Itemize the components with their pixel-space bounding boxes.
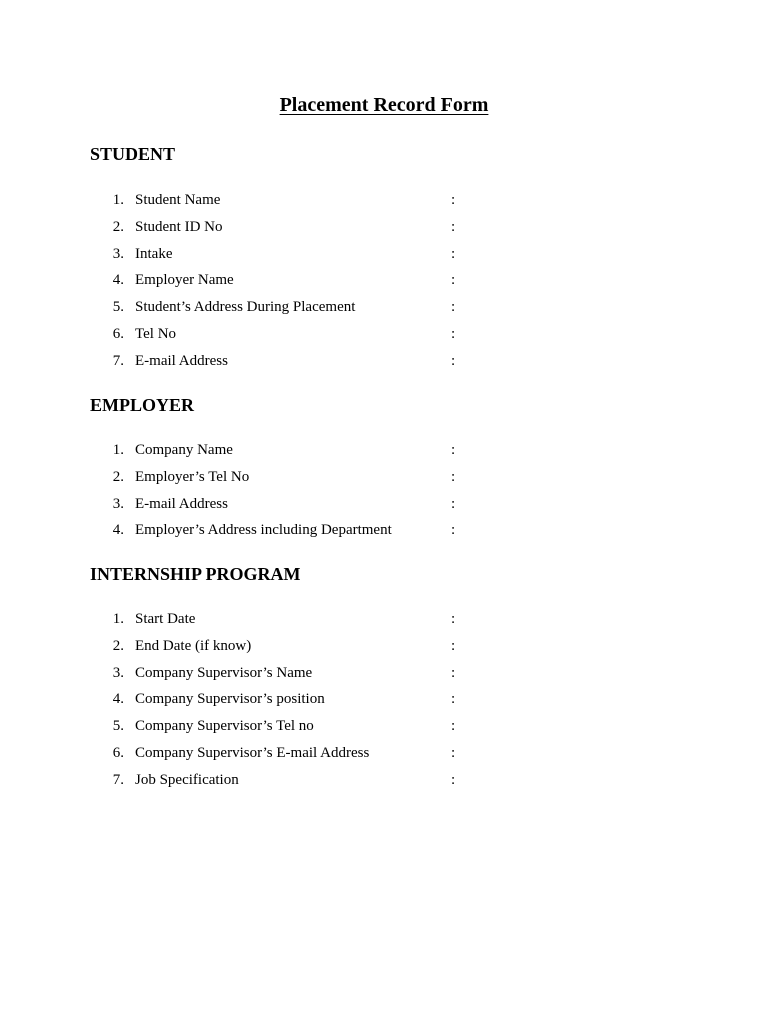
- field-number: 1.: [112, 442, 124, 458]
- internship-field-start-date: [0, 609, 768, 636]
- employer-field-list: [0, 440, 768, 547]
- field-label: Company Supervisor’s Name: [135, 664, 313, 681]
- field-number: 5.: [112, 299, 124, 316]
- student-field-intake: [0, 244, 768, 271]
- field-label: Company Supervisor’s E-mail Address: [135, 744, 370, 761]
- field-colon: :: [451, 771, 456, 788]
- field-label: Student’s Address During Placement: [135, 299, 356, 316]
- internship-field-supervisor-position: [0, 689, 768, 716]
- student-field-tel-no: [0, 324, 768, 351]
- field-number: 6.: [112, 744, 124, 761]
- field-colon: :: [451, 352, 456, 369]
- field-colon: :: [451, 325, 456, 342]
- student-field-student-id: [0, 217, 768, 244]
- field-number: 2.: [112, 468, 124, 485]
- employer-field-address: [0, 520, 768, 547]
- student-field-employer-name: [0, 270, 768, 297]
- field-colon: :: [451, 272, 456, 289]
- field-label: Company Supervisor’s position: [135, 691, 325, 708]
- employer-field-company-name: [0, 440, 768, 467]
- field-colon: :: [451, 718, 456, 735]
- employer-field-email: [0, 494, 768, 521]
- field-label: Student ID No: [135, 218, 223, 235]
- field-colon: :: [451, 495, 456, 512]
- field-number: 1.: [112, 611, 124, 627]
- field-colon: :: [451, 442, 456, 458]
- student-field-list: [0, 190, 768, 378]
- student-field-address: [0, 297, 768, 324]
- field-number: 4.: [112, 691, 124, 708]
- student-field-student-name: [0, 190, 768, 217]
- form-title: [0, 92, 768, 118]
- field-colon: :: [451, 192, 456, 208]
- field-label: Company Name: [135, 442, 233, 458]
- field-number: 4.: [112, 272, 124, 289]
- field-number: 7.: [112, 352, 124, 369]
- internship-field-supervisor-name: [0, 663, 768, 690]
- field-colon: :: [451, 218, 456, 235]
- field-number: 1.: [112, 192, 124, 208]
- field-label: End Date (if know): [135, 637, 252, 654]
- field-label: Employer’s Tel No: [135, 468, 250, 485]
- internship-field-job-specification: [0, 770, 768, 797]
- internship-field-end-date: [0, 636, 768, 663]
- field-label: Intake: [135, 245, 173, 262]
- field-colon: :: [451, 522, 456, 539]
- field-colon: :: [451, 744, 456, 761]
- field-colon: :: [451, 664, 456, 681]
- field-number: 3.: [112, 664, 124, 681]
- section-heading-internship-program: INTERNSHIP PROGRAM: [90, 564, 301, 584]
- section-heading-employer: EMPLOYER: [90, 395, 195, 415]
- field-number: 3.: [112, 245, 124, 262]
- field-colon: :: [451, 245, 456, 262]
- employer-field-tel-no: [0, 467, 768, 494]
- field-label: Tel No: [135, 325, 177, 342]
- field-number: 2.: [112, 218, 124, 235]
- student-field-email: [0, 351, 768, 378]
- field-colon: :: [451, 611, 456, 627]
- field-number: 2.: [112, 637, 124, 654]
- form-title-text: Placement Record Form: [279, 94, 489, 116]
- field-number: 7.: [112, 771, 124, 788]
- field-colon: :: [451, 468, 456, 485]
- internship-field-list: [0, 609, 768, 797]
- internship-field-supervisor-email: [0, 743, 768, 770]
- field-colon: :: [451, 299, 456, 316]
- field-number: 6.: [112, 325, 124, 342]
- internship-field-supervisor-tel: [0, 716, 768, 743]
- field-colon: :: [451, 691, 456, 708]
- field-label: Job Specification: [135, 771, 239, 788]
- field-label: Employer’s Address including Department: [135, 522, 392, 539]
- field-number: 4.: [112, 522, 124, 539]
- field-number: 3.: [112, 495, 124, 512]
- field-label: Employer Name: [135, 272, 234, 289]
- field-label: E-mail Address: [135, 495, 228, 512]
- field-label: Start Date: [135, 611, 196, 627]
- field-label: E-mail Address: [135, 352, 228, 369]
- section-heading-student: STUDENT: [90, 144, 176, 164]
- field-label: Student Name: [135, 192, 221, 208]
- field-number: 5.: [112, 718, 124, 735]
- field-label: Company Supervisor’s Tel no: [135, 718, 314, 735]
- field-colon: :: [451, 637, 456, 654]
